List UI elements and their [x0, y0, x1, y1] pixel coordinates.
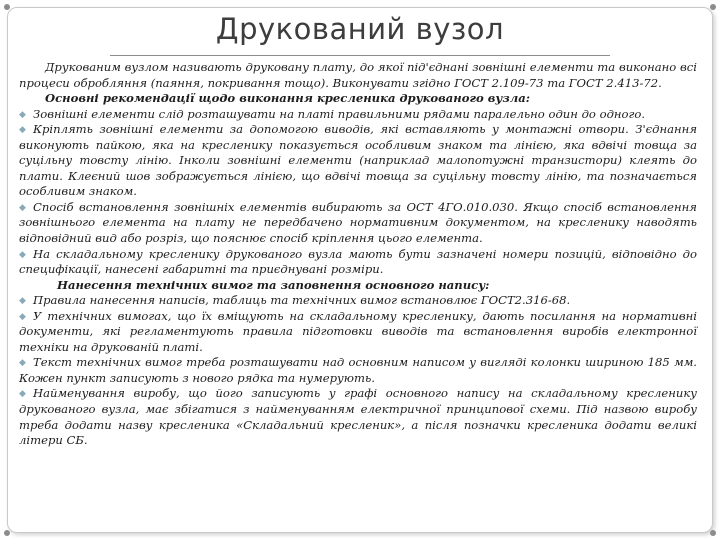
list-item: ◆ Зовнішні елементи слід розташувати на платі правильними рядами паралельно один до одного. — [19, 106, 646, 121]
corner-dot-bottom-right-icon — [710, 530, 716, 536]
intro-paragraph: Друкованим вузлом називають друковану плату, до якої під'єднані зовнішні елементи та виконано всі процеси обробляння (паяння, покривання тощо). Виконувати згідно ГОСТ 2.109-73 та ГОСТ 2.413-72. — [19, 60, 697, 90]
diamond-bullet-icon: ◆ — [19, 358, 26, 369]
diamond-bullet-icon: ◆ — [19, 389, 26, 400]
corner-dot-bottom-left-icon — [4, 530, 10, 536]
list-item: ◆ На складальному кресленику друкованого вузла мають бути зазначені номери позицій, відповідно до специфікації, нанесені габаритні та приєднувані розміри. — [19, 246, 697, 277]
diamond-bullet-icon: ◆ — [19, 249, 26, 260]
diamond-bullet-icon: ◆ — [19, 125, 26, 136]
slide-body — [19, 60, 697, 449]
list-item: ◆ Спосіб встановлення зовнішніх елементів вибирають за ОСТ 4ГО.010.030. Якщо спосіб встановлення зовнішнього елемента на плату не передбачено нормативним документом, на кресленику наводять відповідний вид або розріз, що пояснює спосіб кріплення цього елемента. — [19, 199, 697, 246]
diamond-bullet-icon: ◆ — [19, 109, 26, 120]
slide-title: Друкований вузол — [215, 12, 505, 46]
list-item: ◆ У технічних вимогах, що їх вміщують на складальному кресленику, дають посилання на нормативні документи, які регламентують правила підготовки виводів та встановлення виробів електронної техніки на друкованій платі. — [19, 308, 697, 354]
list-item: ◆ Правила нанесення написів, таблиць та технічних вимог встановлює ГОСТ2.316-68. — [19, 293, 571, 308]
corner-dot-top-right-icon — [710, 4, 716, 10]
section-heading-recommendations: Основні рекомендації щодо виконання кресленика друкованого вузла: — [45, 91, 530, 106]
corner-dot-top-left-icon — [4, 4, 10, 10]
list-item: ◆ Найменування виробу, що його записують у графі основного напису на складальному кресленику друкованого вузла, має збігатися з найменуванням електричної принципової схеми. Під назвою виробу треба додати назву кресленика «Складальний кресленик», а після позначки кресленика додати великі літери СБ. — [19, 386, 697, 448]
list-item: ◆ Кріплять зовнішні елементи за допомогою виводів, які вставляють у монтажні отвори. З'єднання виконують пайкою, яка на кресленику показується особливим знаком та лінією, яка вдвічі товща за суцільну товсту лінію. Інколи зовнішні елементи (наприклад малопотужні транзистори) клеять до плати. Клеєний шов зображується лінією, що вдвічі товща за суцільну товсту лінію, та позначається особливим знаком. — [19, 122, 697, 199]
diamond-bullet-icon: ◆ — [19, 296, 26, 307]
diamond-bullet-icon: ◆ — [19, 311, 26, 322]
diamond-bullet-icon: ◆ — [19, 202, 26, 213]
title-divider — [110, 55, 610, 56]
section-heading-technical-requirements: Нанесення технічних вимог та заповнення основного напису: — [57, 277, 490, 292]
list-item: ◆ Текст технічних вимог треба розташувати над основним написом у вигляді колонки шириною 185 мм. Кожен пункт записують з нового рядка та нумерують. — [19, 355, 697, 385]
